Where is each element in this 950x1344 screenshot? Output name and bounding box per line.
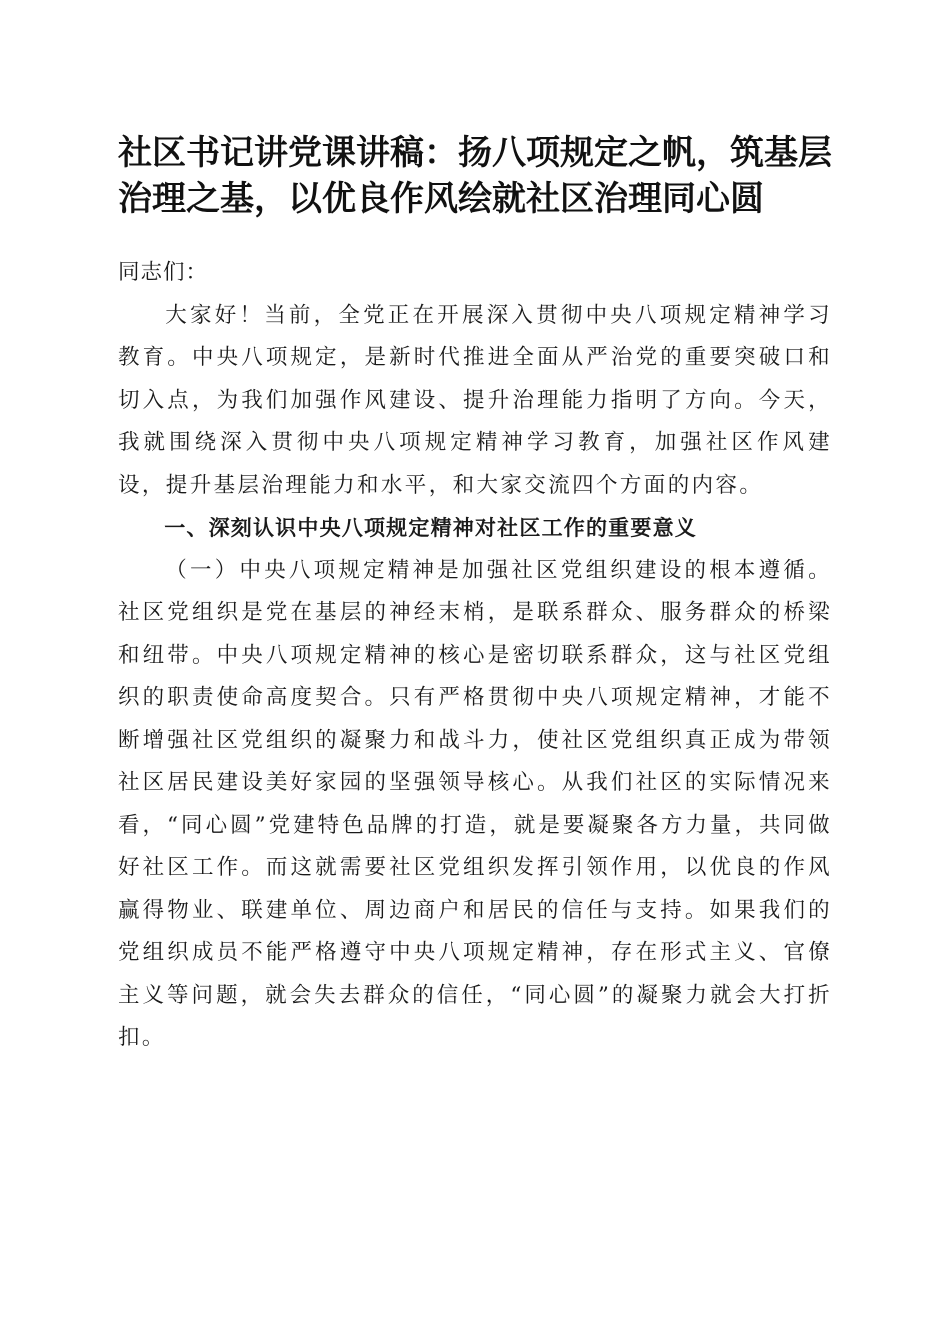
salutation: 同志们： (118, 260, 209, 285)
section-heading: 一、深刻认识中央八项规定精神对社区工作的重要意义 (164, 516, 697, 540)
intro-paragraph: 大家好！当前，全党正在开展深入贯彻中央八项规定精神学习教育。中央八项规定，是新时代推进全面从严治党的重要突破口和切入点，为我们加强作风建设、提升治理能力指明了方向。今天，我就围绕深入贯彻中央八项规定精神学习教育，加强社区作风建设，提升基层治理能力和水平，和大家交流四个方面的内容。 (118, 302, 832, 498)
document-body (118, 252, 832, 1060)
document-title: 社区书记讲党课讲稿：扬八项规定之帆，筑基层治理之基，以优良作风绘就社区治理同心圆 (118, 133, 832, 219)
subsection-paragraph: （一）中央八项规定精神是加强社区党组织建设的根本遵循。社区党组织是党在基层的神经末梢，是联系群众、服务群众的桥梁和纽带。中央八项规定精神的核心是密切联系群众，这与社区党组织的职责使命高度契合。只有严格贯彻中央八项规定精神，才能不断增强社区党组织的凝聚力和战斗力，使社区党组织真正成为带领社区居民建设美好家园的坚强领导核心。从我们社区的实际情况来看，“同心圆”党建特色品牌的打造，就是要凝聚各方力量，共同做好社区工作。而这就需要社区党组织发挥引领作用，以优良的作风赢得物业、联建单位、周边商户和居民的信任与支持。如果我们的党组织成员不能严格遵守中央八项规定精神，存在形式主义、官僚主义等问题，就会失去群众的信任，“同心圆”的凝聚力就会大打折扣。 (118, 557, 832, 1050)
